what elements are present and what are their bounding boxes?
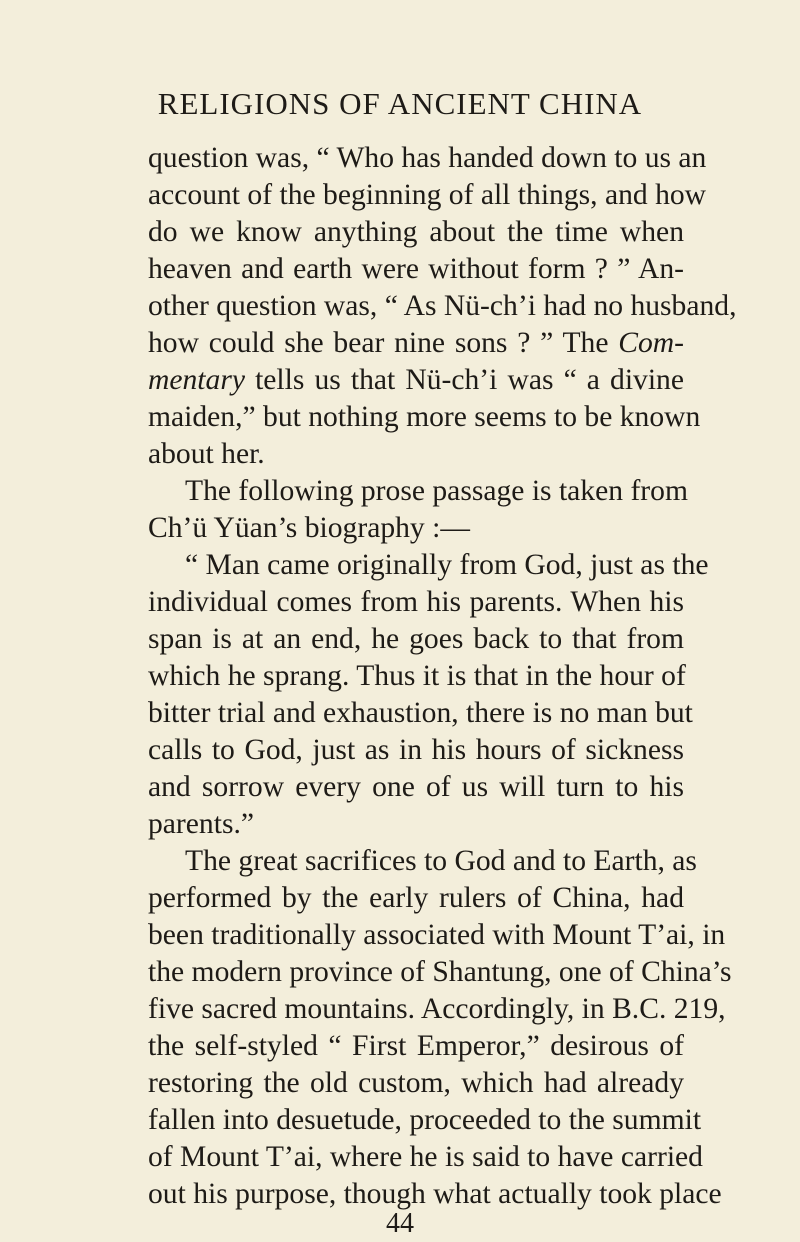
quote-line: individual comes from his parents. When his — [148, 586, 684, 618]
text-line: restoring the old custom, which had already — [148, 1067, 684, 1099]
quote-line: calls to God, just as in his hours of sickness — [148, 734, 684, 766]
text-line: The following prose passage is taken from — [185, 475, 688, 507]
text-line: five sacred mountains. Accordingly, in B.C. 219, — [148, 993, 726, 1025]
text-line: other question was, “ As Nü-ch’i had no husband, — [148, 290, 737, 322]
text-line: do we know anything about the time when — [148, 216, 684, 248]
text-line: the self-styled “ First Emperor,” desirous of — [148, 1030, 684, 1062]
text-segment: how could she bear nine sons ? ” The — [148, 327, 619, 359]
text-line — [148, 325, 684, 361]
paragraph-end-line: parents.” — [148, 808, 254, 840]
text-line: been traditionally associated with Mount T’ai, in — [148, 919, 726, 951]
text-segment: tells us that Nü-ch’i was “ a divine — [244, 364, 684, 396]
quote-line: and sorrow every one of us will turn to his — [148, 771, 684, 803]
running-head: RELIGIONS OF ANCIENT CHINA — [157, 86, 643, 121]
quote-line: which he sprang. Thus it is that in the hour of — [148, 660, 686, 692]
text-line — [148, 362, 684, 398]
italic-title: mentary — [148, 364, 245, 396]
text-line: out his purpose, though what actually took place — [148, 1178, 722, 1210]
text-line: the modern province of Shantung, one of China’s — [148, 956, 732, 988]
quote-line: “ Man came originally from God, just as the — [185, 549, 709, 581]
text-line: of Mount T’ai, where he is said to have carried — [148, 1141, 703, 1173]
quote-line: bitter trial and exhaustion, there is no man but — [148, 697, 693, 729]
quote-line: span is at an end, he goes back to that from — [148, 623, 684, 655]
paragraph-end-line: about her. — [148, 438, 265, 470]
text-line: The great sacrifices to God and to Earth, as — [185, 845, 697, 877]
paragraph-end-line: Ch’ü Yüan’s biography :— — [148, 512, 470, 544]
text-line: maiden,” but nothing more seems to be known — [148, 401, 701, 433]
text-line: fallen into desuetude, proceeded to the summit — [148, 1104, 702, 1136]
text-line: heaven and earth were without form ? ” An- — [148, 253, 684, 285]
italic-title: Com- — [618, 327, 684, 359]
text-line: account of the beginning of all things, and how — [148, 179, 707, 211]
page-number: 44 — [386, 1208, 414, 1239]
text-line: question was, “ Who has handed down to us an — [148, 142, 707, 174]
text-line: performed by the early rulers of China, had — [148, 882, 684, 914]
